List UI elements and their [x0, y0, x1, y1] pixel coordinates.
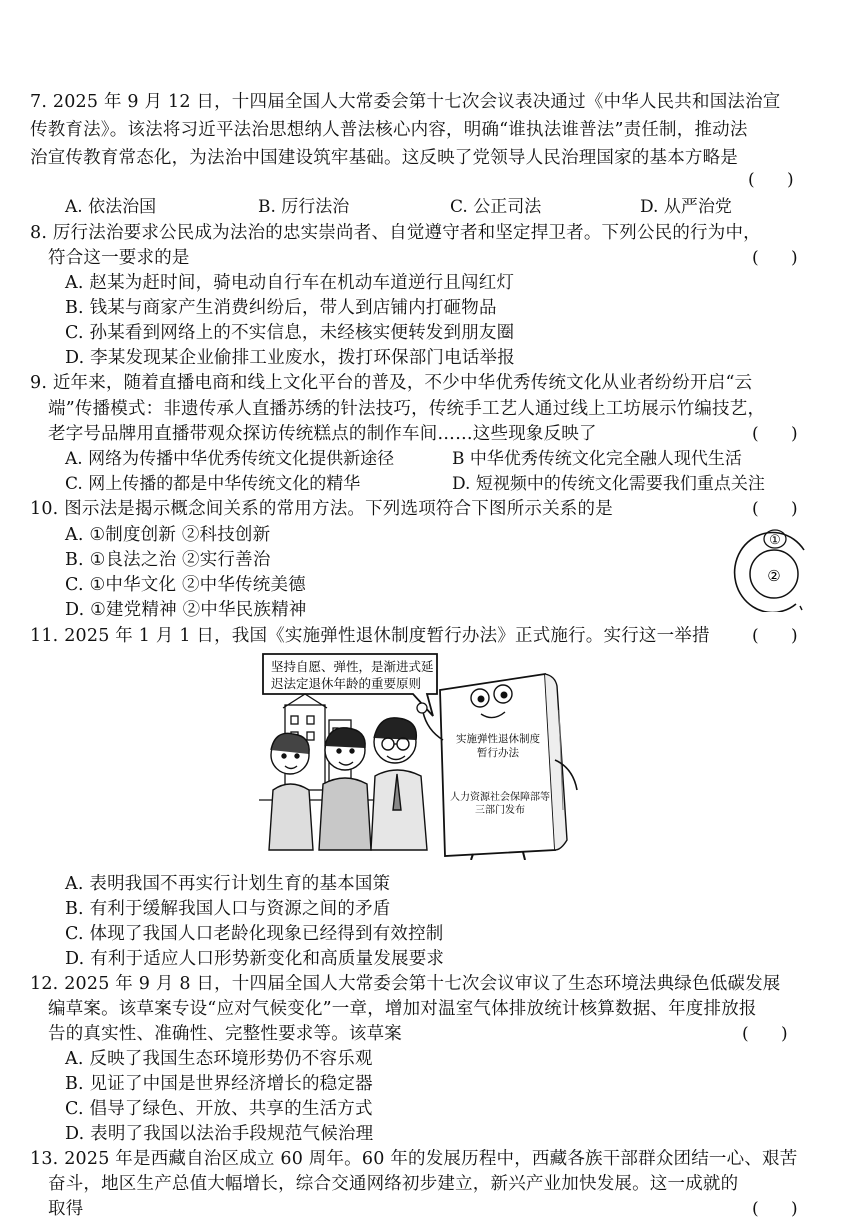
q10-option-c: C. ①中华文化 ②中华传统美德	[65, 575, 306, 595]
diagram-label-2: ②	[767, 567, 781, 585]
q13-answer-paren: ( )	[752, 1199, 798, 1219]
q7-stem-line-3: 治宣传教育常态化，为法治中国建设筑牢基础。这反映了党领导人民治理国家的基本方略是	[30, 148, 738, 168]
q7-option-a: A. 依法治国	[65, 197, 157, 217]
q9-stem-line-2: 端”传播模式：非遗传承人直播苏绣的针法技巧，传统手工艺人通过线上工坊展示竹编技艺，	[48, 399, 766, 419]
document-issuer-line-1: 人力资源社会保障部等	[450, 792, 550, 803]
q11-option-b: B. 有利于缓解我国人口与资源之间的矛盾	[65, 899, 391, 919]
q12-stem-line-2: 编草案。该草案专设“应对气候变化”一章，增加对温室气体排放统计核算数据、年度排放报	[48, 999, 757, 1019]
q12-option-d: D. 表明了我国以法治手段规范气候治理	[65, 1124, 374, 1144]
q11-option-d: D. 有利于适应人口形势新变化和高质量发展要求	[65, 949, 445, 969]
q10-option-d: D. ①建党精神 ②中华民族精神	[65, 600, 307, 620]
q10-concept-diagram	[730, 520, 810, 612]
q13-stem-line-1: 13. 2025 年是西藏自治区成立 60 周年。60 年的发展历程中，西藏各族干部群众团结一心、艰苦	[30, 1149, 798, 1169]
q11-option-a: A. 表明我国不再实行计划生育的基本国策	[65, 874, 391, 894]
q12-option-c: C. 倡导了绿色、开放、共享的生活方式	[65, 1099, 373, 1119]
q7-option-b: B. 厉行法治	[258, 197, 350, 217]
q8-option-a: A. 赵某为赶时间，骑电动自行车在机动车道逆行且闯红灯	[65, 273, 515, 293]
people-group	[269, 718, 427, 850]
q10-option-a: A. ①制度创新 ②科技创新	[65, 525, 271, 545]
bubble-text-line-2: 迟法定退休年龄的重要原则	[271, 676, 422, 691]
q8-stem-line-2: 符合这一要求的是	[48, 248, 190, 268]
q8-option-d: D. 李某发现某企业偷排工业废水，拨打环保部门电话举报	[65, 348, 515, 368]
q9-option-c: C. 网上传播的都是中华传统文化的精华	[65, 474, 361, 494]
q7-stem-line-2: 传教育法》。该法将习近平法治思想纳人普法核心内容，明确“谁执法谁普法”责任制，推动法	[30, 120, 748, 140]
q9-answer-paren: ( )	[752, 424, 798, 444]
q7-option-d: D. 从严治党	[640, 197, 732, 217]
document-title-line-2: 暂行办法	[477, 747, 519, 759]
q8-answer-paren: ( )	[752, 248, 798, 268]
q10-stem: 10. 图示法是揭示概念间关系的常用方法。下列选项符合下图所示关系的是	[30, 499, 613, 519]
q7-stem-line-1: 7. 2025 年 9 月 12 日，十四届全国人大常委会第十七次会议表决通过《中华人民共和国法治宣	[30, 92, 781, 112]
q12-option-a: A. 反映了我国生态环境形势仍不容乐观	[65, 1049, 373, 1069]
q7-option-c: C. 公正司法	[450, 197, 542, 217]
q10-option-b: B. ①良法之治 ②实行善治	[65, 550, 271, 570]
q9-option-b: B 中华优秀传统文化完全融人现代生活	[452, 449, 742, 469]
q12-option-b: B. 见证了中国是世界经济增长的稳定器	[65, 1074, 373, 1094]
q8-option-b: B. 钱某与商家产生消费纠纷后，带人到店铺内打砸物品	[65, 298, 497, 318]
q13-stem-line-3: 取得	[48, 1199, 84, 1219]
q12-stem-line-1: 12. 2025 年 9 月 8 日，十四届全国人大常委会第十七次会议审议了生态环境法典绿色低碳发展	[30, 974, 781, 994]
q13-stem-line-2: 奋斗，地区生产总值大幅增长，综合交通网络初步建立，新兴产业加快发展。这一成就的	[48, 1174, 739, 1194]
q12-answer-paren: ( )	[742, 1024, 788, 1044]
q11-option-c: C. 体现了我国人口老龄化现象已经得到有效控制	[65, 924, 444, 944]
q11-cartoon	[255, 650, 595, 860]
q9-option-a: A. 网络为传播中华优秀传统文化提供新途径	[65, 449, 395, 469]
q10-answer-paren: ( )	[752, 499, 798, 519]
document-issuer-line-2: 三部门发布	[475, 805, 525, 816]
q9-stem-line-3: 老字号品牌用直播带观众探访传统糕点的制作车间……这些现象反映了	[48, 424, 597, 444]
q11-answer-paren: ( )	[752, 626, 798, 646]
q7-answer-paren: ( )	[748, 170, 794, 190]
diagram-label-1: ①	[769, 533, 781, 548]
q8-option-c: C. 孙某看到网络上的不实信息，未经核实便转发到朋友圈	[65, 323, 515, 343]
q9-option-d: D. 短视频中的传统文化需要我们重点关注	[452, 474, 765, 494]
q8-stem-line-1: 8. 厉行法治要求公民成为法治的忠实崇尚者、自觉遵守者和坚定捍卫者。下列公民的行为中，	[30, 223, 761, 243]
policy-document	[417, 674, 577, 860]
document-title-line-1: 实施弹性退休制度	[456, 733, 540, 745]
q9-stem-line-1: 9. 近年来，随着直播电商和线上文化平台的普及，不少中华优秀传统文化从业者纷纷开启“云	[30, 373, 753, 393]
q12-stem-line-3: 告的真实性、准确性、完整性要求等。该草案	[48, 1024, 402, 1044]
q11-stem: 11. 2025 年 1 月 1 日，我国《实施弹性退休制度暂行办法》正式施行。实行这一举措	[30, 626, 710, 646]
bubble-text-line-1: 坚持自愿、弹性，是渐进式延	[271, 659, 434, 674]
